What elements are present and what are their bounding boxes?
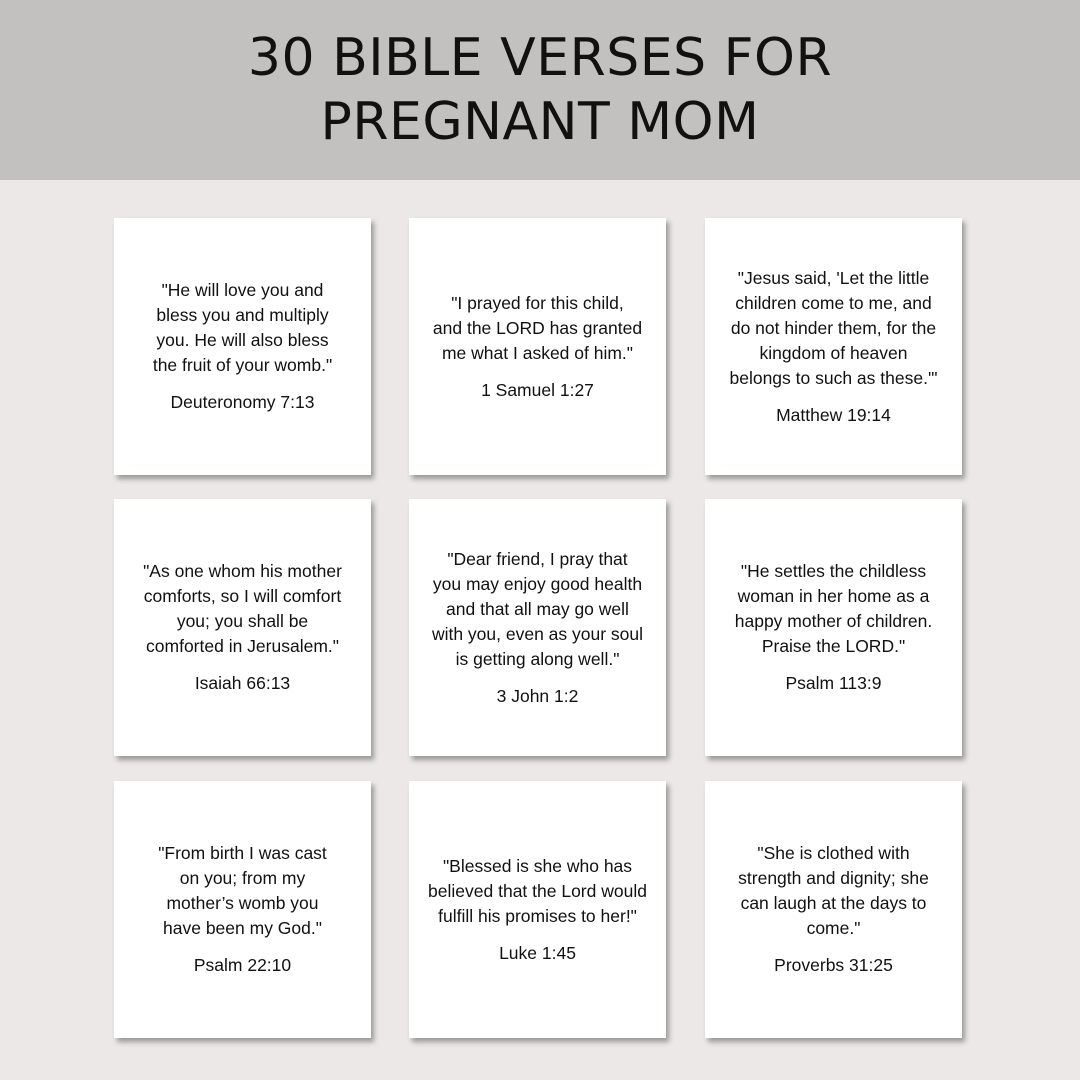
verse-card — [705, 781, 962, 1038]
verse-card — [705, 218, 962, 475]
verse-card — [705, 499, 962, 756]
verse-text: "He will love you and bless you and multiply you. He will also bless the fruit of your womb." — [152, 280, 333, 375]
verse-reference: Psalm 22:10 — [193, 955, 292, 975]
verse-reference: 1 Samuel 1:27 — [481, 379, 594, 400]
verse-card — [409, 781, 666, 1038]
verse-text: "Dear friend, I pray that you may enjoy good health and that all may go well with you, even as your soul is getting along well." — [431, 548, 644, 669]
verse-reference: Matthew 19:14 — [776, 404, 891, 425]
verse-reference: Isaiah 66:13 — [194, 673, 291, 693]
verse-reference: Deuteronomy 7:13 — [170, 392, 315, 412]
verse-card — [114, 781, 371, 1038]
verse-text: "Blessed is she who has believed that the Lord would fulfill his promises to her!" — [428, 855, 647, 926]
verse-reference: Luke 1:45 — [499, 942, 576, 963]
verse-reference: 3 John 1:2 — [496, 685, 579, 706]
verse-reference: Psalm 113:9 — [785, 673, 882, 693]
page-title-line-2: PREGNANT MOM — [320, 92, 760, 152]
verse-text: "I prayed for this child, and the LORD has granted me what I asked of him." — [432, 292, 643, 363]
verse-text: "She is clothed with strength and dignity; she can laugh at the days to come." — [738, 843, 929, 938]
verse-card — [409, 499, 666, 756]
verse-card — [114, 499, 371, 756]
verse-card — [114, 218, 371, 475]
verse-text: "Jesus said, 'Let the little children come to me, and do not hinder them, for the kingdom of heaven belongs to such as these.'" — [729, 267, 938, 388]
verse-text: "As one whom his mother comforts, so I will comfort you; you shall be comforted in Jerusalem." — [143, 561, 342, 656]
verse-reference: Proverbs 31:25 — [774, 955, 893, 975]
page-title-line-1: 30 BIBLE VERSES FOR — [247, 28, 833, 88]
verse-card — [409, 218, 666, 475]
verse-text: "He settles the childless woman in her home as a happy mother of children. Praise the LORD." — [734, 561, 933, 656]
verse-text: "From birth I was cast on you; from my mother’s womb you have been my God." — [158, 843, 327, 938]
